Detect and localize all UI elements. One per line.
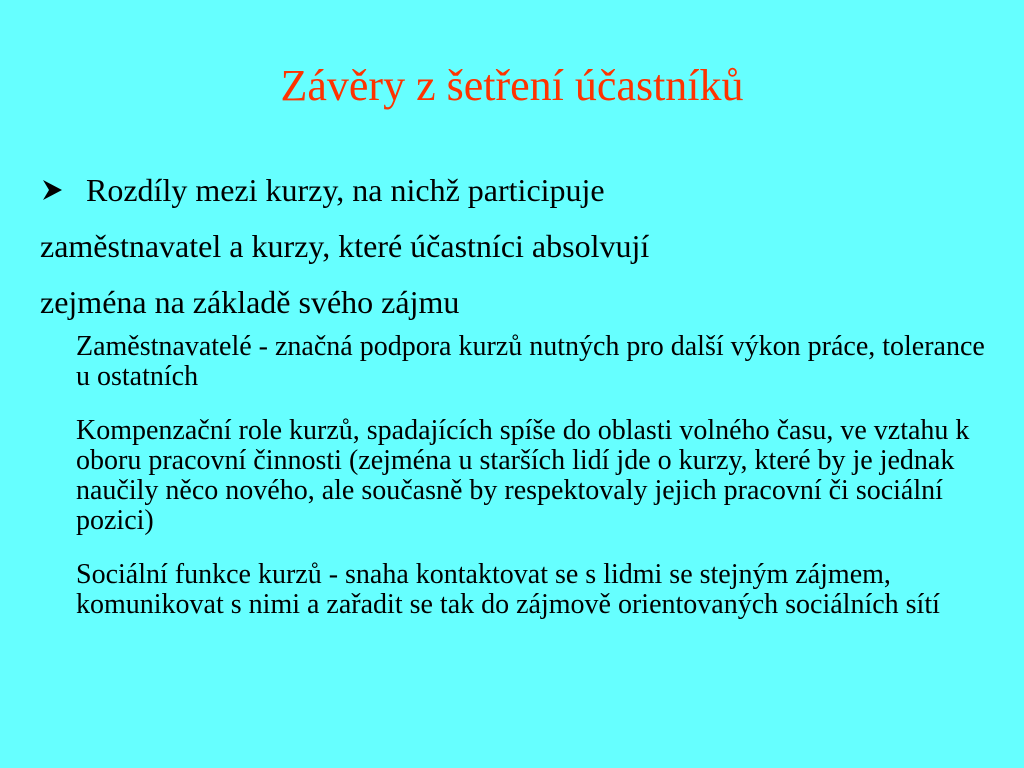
arrow-bullet-icon (40, 162, 76, 223)
main-bullet-line-2: zaměstnavatel a kurzy, které účastníci absolvují (40, 228, 650, 264)
sub-item-compensation: Kompenzační role kurzů, spadajících spíše do oblasti volného času, ve vztahu k oboru pracovní činnosti (zejména u starších lidí jde o kurzy, které by je jednak naučily něco nového, ale současně by respektovaly jejich pracovní či sociální pozici) (76, 415, 970, 536)
main-bullet-row (40, 162, 1000, 330)
sub-list (76, 332, 996, 644)
main-bullet-line-3: zejména na základě svého zájmu (40, 284, 460, 320)
sub-item-employers: Zaměstnavatelé - značná podpora kurzů nutných pro další výkon práce, tolerance u ostatních (76, 331, 985, 392)
main-bullet-text (40, 162, 986, 330)
slide-title: Závěry z šetření účastníků (280, 61, 744, 110)
main-bullet-line-1: Rozdíly mezi kurzy, na nichž participuje (86, 172, 605, 208)
main-bullet (40, 162, 1000, 330)
sub-item-social: Sociální funkce kurzů - snaha kontaktovat se s lidmi se stejným zájmem, komunikovat s nimi a zařadit se tak do zájmově orientovaných sociálních sítí (76, 559, 940, 620)
